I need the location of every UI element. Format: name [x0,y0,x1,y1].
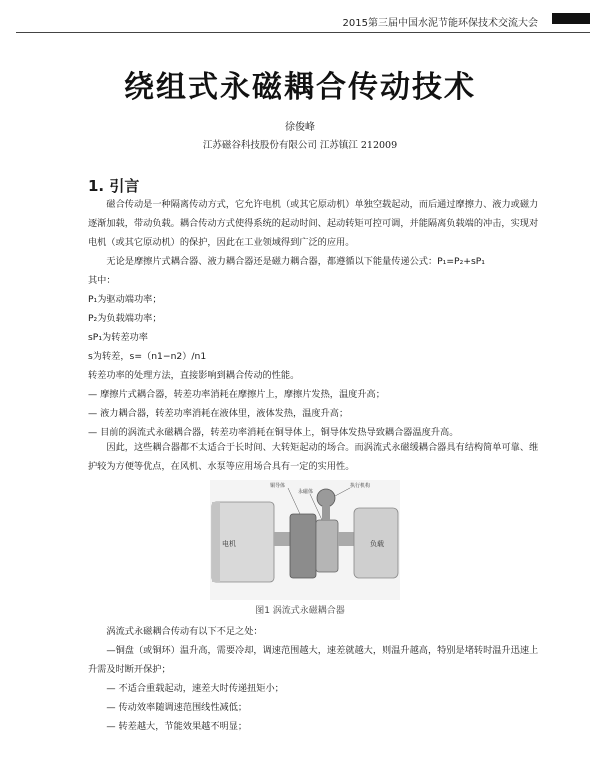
figure-caption: 图1 涡流式永磁耦合器 [255,606,345,616]
where-line: 其中： [88,275,116,286]
copper-label: 铜导体 [270,483,286,489]
def-sp1: sP₁为转差功率 [88,332,148,343]
coupler-figure [210,480,400,600]
copper-disc [290,514,316,578]
shortcomings-intro: 涡流式永磁耦合传动有以下不足之处： [106,626,263,637]
magnet-label: 永磁体 [298,489,314,495]
paper-title: 绕组式永磁耦合传动技术 [124,70,476,105]
intro-paragraph: 磁合传动是一种隔离传动方式，它允许电机（或其它原动机）单独空载起动，而后通过摩擦力、液力或磁力逐渐加载，带动负载。耦合传动方式使得系统的起动时间、起动转矩可控可调，并能隔离负载端的冲击，实现对电机（或其它原动机）的保护，因此在工业领域得到广泛的应用。 [88,199,539,248]
shaft-left [274,532,290,546]
affiliation: 江苏磁谷科技股份有限公司 江苏镇江 212009 [202,140,398,151]
def-p2: P₂为负载端功率； [88,313,162,324]
intro-block [88,195,544,252]
shaft-right [338,532,354,546]
def-p1: P₁为驱动端功率； [88,294,162,305]
def-s: s为转差，s=（n1−n2）/n1 [88,351,207,362]
section-heading: 1. 引言 [88,177,140,195]
running-header [0,12,600,30]
actuator [317,489,335,507]
author: 徐俊峰 [285,122,315,133]
definitions-block [88,252,544,442]
header-black-bar [552,13,590,24]
item-fluid: — 液力耦合器，转差功率消耗在液体里，液体发热，温度升高； [88,408,349,419]
actuator-stem [322,506,330,520]
conclusion-block [88,438,544,476]
conclusion-paragraph: 因此，这些耦合器都不太适合于长时间、大转矩起动的场合。而涡流式永磁缓耦合器具有结构简单可靠、维护较为方便等优点，在风机、水泵等应用场合具有一定的实用性。 [88,442,539,472]
actuator-label: 执行机构 [350,483,371,489]
shortcomings-block [88,622,544,736]
shortcoming-2: — 不适合重载起动，速差大时传递扭矩小； [106,683,284,694]
header-rule [16,32,590,33]
magnet-rotor [316,520,338,572]
shortcoming-1: —铜盘（或铜环）温升高，需要冷却，调速范围越大，速差就越大，则温升越高，特别是堵转时温升迅速上升需及时断开保护； [88,645,539,675]
formula-line: 无论是摩擦片式耦合器、液力耦合器还是磁力耦合器，都遵循以下能量传递公式：P₁=P₂+sP₁ [106,256,485,267]
item-friction: — 摩擦片式耦合器，转差功率消耗在摩擦片上，摩擦片发热，温度升高； [88,389,385,400]
load-label: 负载 [370,540,384,548]
item-eddy: — 目前的涡流式永磁耦合器，转差功率消耗在铜导体上，铜导体发热导致耦合器温度升高。 [88,427,459,438]
motor-end-cap [212,502,220,582]
slip-handling: 转差功率的处理方法，直接影响到耦合传动的性能。 [88,370,300,381]
shortcoming-3: — 传动效率随调速范围线性减低； [106,702,248,713]
motor-label: 电机 [222,540,236,548]
shortcoming-4: — 转差越大，节能效果越不明显； [106,721,248,732]
conference-name: 2015第三届中国水泥节能环保技术交流大会 [342,18,538,29]
